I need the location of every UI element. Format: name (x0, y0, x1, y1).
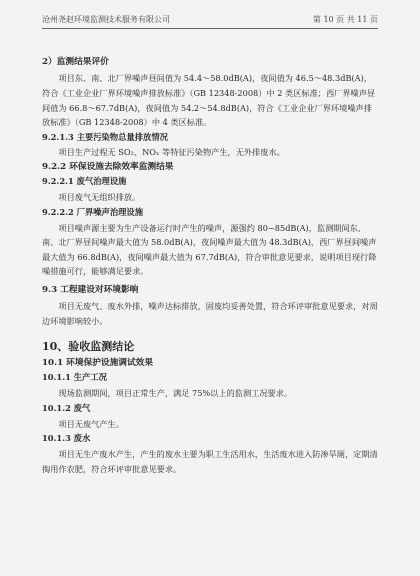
section-9221-heading: 9.2.2.1 废气治理设施 (42, 176, 127, 187)
section-9213-heading: 9.2.1.3 主要污染物总量排放情况 (42, 131, 168, 142)
page-number: 第 10 页 共 11 页 (312, 15, 378, 24)
company-name: 沧州尧赵环境监测技术服务有限公司 (42, 15, 170, 24)
section-922-heading: 9.2.2 环保设施去除效率监测结果 (42, 162, 174, 173)
section-101-heading: 10.1 环境保护设施调试效果 (42, 358, 154, 369)
section-1011-paragraph: 现场监测期间，项目正常生产，满足 75%以上的监测工况要求。 (58, 388, 293, 399)
monitoring-paragraph: 项目东、南、北厂界噪声昼间值为 54.4～58.0dB(A)，夜间值为 46.5～48.3dB(A)，符合《工业企业厂界环境噪声排放标准》（GB 12348-2008）中 2 类区标准；西厂界噪声昼间值为 66.8～67.7dB(A)，夜间值为 54.2～54.8dB(A)，符合《工业企业厂界环境噪声排放标准》（GB 12348-2008）中 4 类区标准。 (42, 73, 376, 128)
section-1012-heading: 10.1.2 废气 (42, 402, 91, 413)
section-9222-paragraph: 项目噪声源主要为生产设备运行时产生的噪声，源强约 80~85dB(A)，监测期间东、南、北厂界昼间噪声最大值为 58.0dB(A)，夜间噪声最大值为 48.3dB(A)，西厂界昼间噪声最大值为 66.8dB(A)，夜间噪声最大值为 67.7dB(A)，符合审批意见要求，说明项目现行降噪措施可行，能够满足要求。 (42, 222, 377, 277)
page-header (42, 14, 378, 29)
section-93-heading: 9.3 工程建设对环境影响 (42, 284, 139, 295)
section-93-paragraph: 项目无废气、废水外排，噪声达标排放，固废均妥善处置，符合环评审批意见要求，对周边环境影响较小。 (42, 301, 378, 326)
section-1013-heading: 10.1.3 废水 (42, 433, 91, 444)
monitoring-heading: 2）监测结果评价 (42, 57, 109, 67)
section-1012-paragraph: 项目无废气产生。 (58, 418, 124, 429)
document-body (42, 29, 378, 476)
section-9222-heading: 9.2.2.2 厂界噪声治理设施 (42, 206, 144, 217)
section-1013-paragraph: 项目无生产废水产生，产生的废水主要为职工生活用水，生活废水进入防渗旱厕，定期清掏用作农肥，符合环评审批意见要求。 (42, 449, 378, 474)
section-10-heading: 10、验收监测结论 (42, 340, 135, 354)
section-9213-paragraph: 项目生产过程无 SO₂、NOₓ 等特征污染物产生，无外排废水。 (58, 147, 285, 158)
section-1011-heading: 10.1.1 生产工况 (42, 372, 107, 383)
section-9221-paragraph: 项目废气无组织排放。 (58, 192, 141, 203)
